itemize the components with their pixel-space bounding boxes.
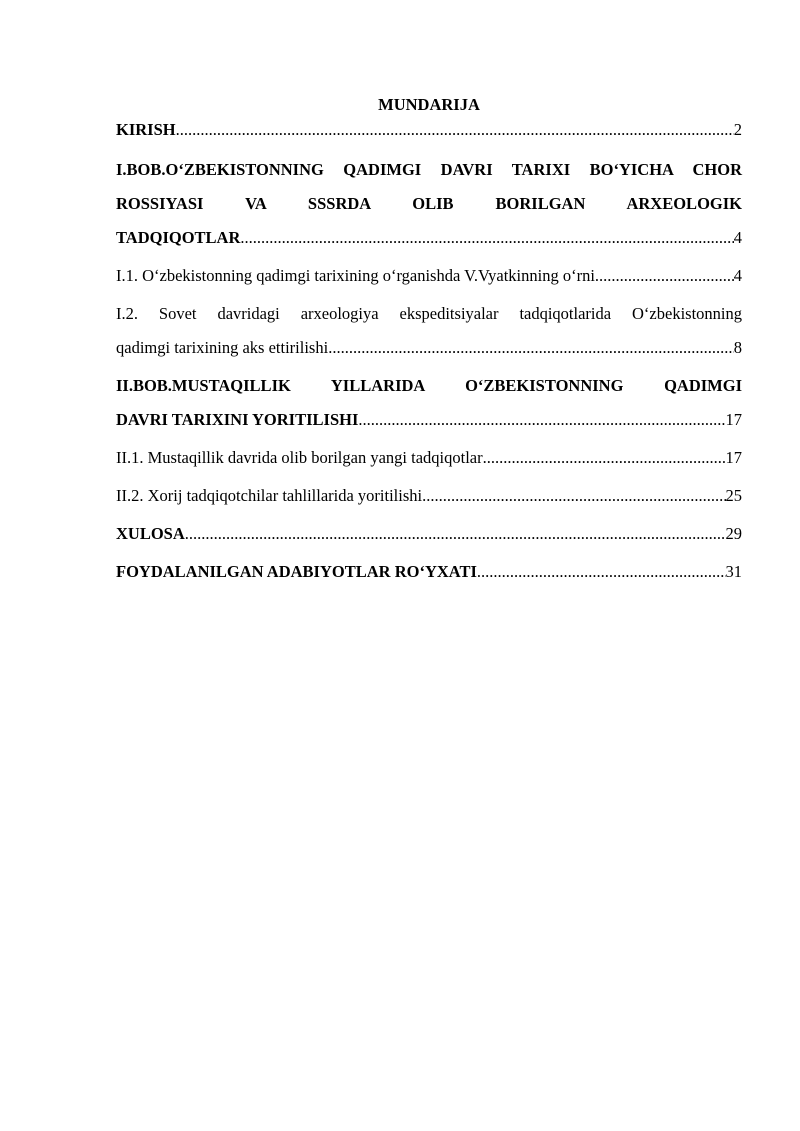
toc-page-number: 4 bbox=[733, 228, 742, 247]
toc-entry-label: I.1. O‘zbekistonning qadimgi tarixining o‘rganishda V.Vyatkinning o‘rni bbox=[116, 266, 595, 285]
toc-entry-kirish bbox=[116, 117, 742, 143]
toc-page-number: 31 bbox=[725, 562, 742, 581]
toc-entry-section-1-1 bbox=[116, 259, 742, 293]
toc-entry-label: KIRISH bbox=[116, 120, 176, 139]
dot-leader bbox=[595, 259, 734, 293]
toc-entry-label: XULOSA bbox=[116, 524, 185, 543]
toc-entry-line: I.2. Sovet davridagi arxeologiya ekspeditsiyalar tadqiqotlarida O‘zbekistonning bbox=[116, 304, 742, 323]
toc-entry-label: qadimgi tarixining aks ettirilishi bbox=[116, 338, 329, 357]
toc-page-number: 29 bbox=[725, 524, 742, 543]
toc-entry-label: DAVRI TARIXINI YORITILISHI bbox=[116, 410, 359, 429]
toc-page-number: 17 bbox=[725, 448, 742, 467]
toc-entry-section-2-1 bbox=[116, 441, 742, 475]
toc-entry-line: ROSSIYASI VA SSSRDA OLIB BORILGAN ARXEOLOGIK bbox=[116, 194, 742, 213]
document-page bbox=[116, 93, 742, 593]
dot-leader bbox=[358, 403, 725, 437]
dot-leader bbox=[477, 555, 726, 589]
dot-leader bbox=[422, 479, 725, 513]
toc-page-number: 17 bbox=[725, 410, 742, 429]
toc-entry-line: II.BOB.MUSTAQILLIK YILLARIDA O‘ZBEKISTONNING QADIMGI bbox=[116, 376, 742, 395]
toc-title: MUNDARIJA bbox=[378, 95, 480, 114]
toc-entry-xulosa bbox=[116, 517, 742, 551]
toc-page-number: 25 bbox=[725, 486, 742, 505]
toc-page-number: 4 bbox=[733, 266, 742, 285]
toc-page-number: 8 bbox=[733, 338, 742, 357]
toc-entry-label: II.1. Mustaqillik davrida olib borilgan yangi tadqiqotlar bbox=[116, 448, 483, 467]
toc-entry-references bbox=[116, 555, 742, 589]
dot-leader bbox=[328, 331, 734, 365]
dot-leader bbox=[240, 221, 733, 255]
dot-leader bbox=[185, 517, 726, 551]
toc-entry-label: II.2. Xorij tadqiqotchilar tahlillarida yoritilishi bbox=[116, 486, 423, 505]
toc-entry-line: I.BOB.O‘ZBEKISTONNING QADIMGI DAVRI TARIXI BO‘YICHA CHOR bbox=[116, 160, 742, 179]
toc-entry-label: TADQIQOTLAR bbox=[116, 228, 241, 247]
toc-entry-section-2-2 bbox=[116, 479, 742, 513]
toc-entry-section-1-2 bbox=[116, 297, 742, 365]
toc-entry-chapter-1 bbox=[116, 153, 742, 255]
dot-leader bbox=[176, 117, 734, 143]
toc-page-number: 2 bbox=[733, 120, 742, 139]
dot-leader bbox=[483, 441, 726, 475]
toc-entry-label: FOYDALANILGAN ADABIYOTLAR RO‘YXATI bbox=[116, 562, 477, 581]
toc-entry-chapter-2 bbox=[116, 369, 742, 437]
